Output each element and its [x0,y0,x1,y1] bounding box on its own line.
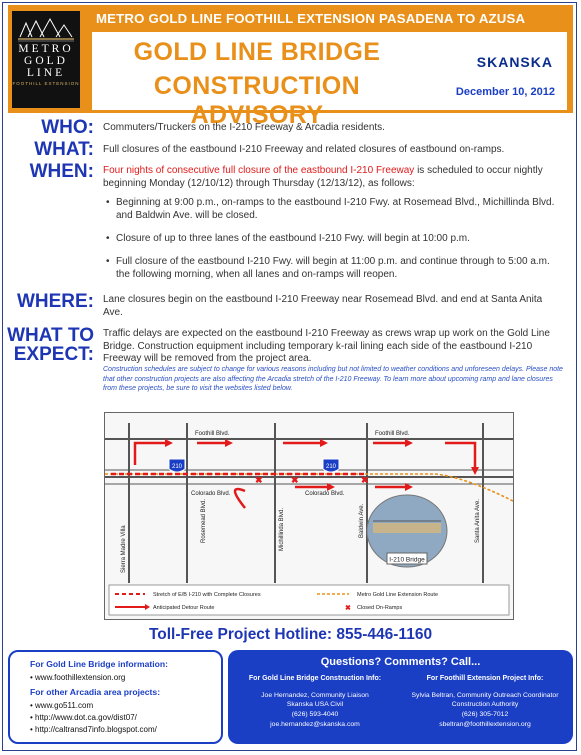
map-roads [105,423,513,583]
i210-shield-2 [323,459,339,472]
expect-label-line2: EXPECT: [13,344,94,365]
contact-col2-email[interactable]: sbeltran@foothillextension.org [439,720,531,728]
contact-col2-phone: (626) 305-7012 [461,711,509,719]
advisory-title-line1: GOLD LINE BRIDGE [133,38,381,66]
legend-gold-line-route: Metro Gold Line Extension Route [357,592,439,598]
shield-label-2: 210 [325,464,337,470]
legend-closure: Stretch of E/B I-210 with Complete Closures [153,592,261,598]
contact-bridge-construction [230,674,400,730]
link-go511[interactable]: • www.go511.com [30,701,94,710]
expect-label-line1: WHAT TO [7,325,94,346]
link-foothillextension[interactable]: • www.foothillextension.org [30,673,126,682]
legend-closed-ramps: Closed On-Ramps [357,605,403,611]
contact-foothill-extension [400,674,570,730]
label-foothill-2: Foothill Blvd. [375,431,410,437]
schedule-disclaimer: Construction schedules are subject to change for various reasons including but not limited to weather conditions and unforeseen delays. Please note that other construction projects are also affecting the Arcadia stretch of the I-210 Freeway. To learn more about upcoming ramp and lane closures from these projects, be sure to visit the websites listed below. [103,366,563,392]
contact-col1-phone: (626) 593-4040 [291,711,339,719]
contact-col2-name: Sylvia Beltran, Community Outreach Coordinator [411,691,559,699]
label-michillinda: Michillinda Blvd. [279,507,285,551]
when-bullet-2: • Closure of up to three lanes of the eastbound I-210 Fwy. will begin at 10:00 p.m. [106,233,561,246]
i210-shield-1 [169,459,185,472]
where-label: WHERE: [16,291,94,312]
metro-gold-line-logo [12,11,80,108]
label-sierra-madre-villa: Sierra Madre Villa [121,525,127,573]
when-intro-highlight: Four nights of consecutive full closure of the eastbound I-210 Freeway [103,165,415,176]
detour-arrowheads [165,439,479,491]
label-santa-anita: Santa Anita Ave. [475,499,481,543]
map-legend [109,585,509,615]
logo-subtitle: FOOTHILL EXTENSION [12,81,80,86]
label-colorado-1: Colorado Blvd. [191,491,231,497]
svg-text:✖: ✖ [361,475,369,485]
expect-text: Traffic delays are expected on the eastbound I-210 Freeway as crews wrap up work on the Gold Line Bridge. Construction equipment including temporary k-rail lining each side of the eastbound I-210 Freeway will be removed from the project area. [103,328,550,364]
link-caltrans-dist07[interactable]: • http://www.dot.ca.gov/dist07/ [30,713,137,722]
logo-word-gold: GOLD [24,55,68,67]
skanska-logo: SKANSKA [476,54,553,70]
contact-col1-head: For Gold Line Bridge Construction Info: [248,675,382,682]
svg-text:✖: ✖ [291,475,299,485]
gold-line-info-heading: For Gold Line Bridge information: [30,659,168,669]
link-caltrans-blog[interactable]: • http://caltransd7info.blogspot.com/ [30,725,157,734]
advisory-title-line2: CONSTRUCTION ADVISORY [153,72,361,129]
contact-heading: Questions? Comments? Call... [320,656,481,668]
logo-word-metro: METRO [18,43,74,55]
where-text: Lane closures begin on the eastbound I-210 Freeway near Rosemead Blvd. and end at Santa Anita Ave. [103,294,543,318]
when-intro-rest: is scheduled to occur nightly beginning Monday (12/10/12) through Thursday (12/13/12), as follows: [103,165,543,189]
shield-label-1: 210 [171,464,183,470]
who-text: Commuters/Truckers on the I-210 Freeway & Arcadia residents. [103,122,385,133]
svg-text:✖: ✖ [345,605,351,612]
project-hotline: Toll-Free Project Hotline: 855-446-1160 [148,626,433,643]
what-text: Full closures of the eastbound I-210 Freeway and related closures of eastbound on-ramps. [103,144,505,155]
when-label: WHEN: [29,161,94,182]
bridge-logo-icon [18,17,74,43]
logo-word-line: LINE [26,67,66,79]
contact-box [228,650,573,744]
legend-detour: Anticipated Detour Route [153,605,215,611]
contact-col1-name: Joe Hernandez, Community Liaison [261,691,369,699]
label-baldwin: Baldwin Ave. [359,503,365,538]
arcadia-projects-heading: For other Arcadia area projects: [30,687,161,697]
advisory-date: December 10, 2012 [455,86,555,98]
contact-col1-org: Skanska USA Civil [286,701,344,709]
when-intro [103,165,561,190]
photo-caption: I-210 Bridge [389,556,425,564]
closure-map [104,412,514,620]
who-label: WHO: [41,117,94,138]
contact-col2-head: For Foothill Extension Project Info: [426,675,544,682]
when-bullet-1: • Beginning at 9:00 p.m., on-ramps to the eastbound I-210 Fwy. at Rosemead Blvd., Michillinda Blvd. and Baldwin Ave. will be closed. [106,197,561,222]
label-colorado-2: Colorado Blvd. [305,491,345,497]
when-bullet-3: • Full closure of the eastbound I-210 Fwy. will begin at 11:00 p.m. and continue through to 5:00 a.m. the following morning, when all lanes and on-ramps will reopen. [106,256,561,281]
svg-text:✖: ✖ [255,475,263,485]
label-rosemead: Rosemead Blvd. [201,498,207,543]
what-label: WHAT: [34,139,94,160]
header-project-line: METRO GOLD LINE FOOTHILL EXTENSION PASADENA TO AZUSA [96,11,526,26]
label-foothill-1: Foothill Blvd. [195,431,230,437]
contact-col1-email[interactable]: joe.hernandez@skanska.com [270,720,360,728]
bridge-photo [367,495,447,567]
contact-col2-org: Construction Authority [451,701,519,709]
info-links-box [8,650,223,744]
